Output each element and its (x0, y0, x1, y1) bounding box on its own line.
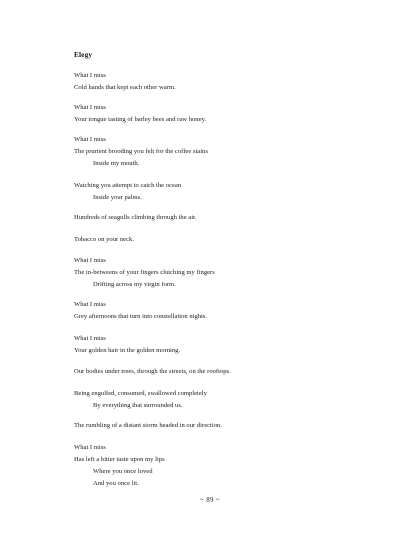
poem-line: Watching you attempt to catch the ocean (74, 182, 182, 189)
poem-line: What I miss (74, 257, 106, 264)
poem-line: What I miss (74, 335, 106, 342)
poem-line: The in-betweens of your fingers clutching my fingers (74, 269, 215, 276)
poem-line: Being engulfed, consumed, swallowed completely (74, 390, 207, 397)
poem-title: Elegy (74, 50, 93, 59)
poem-line: Your golden hair in the golden morning. (74, 347, 181, 354)
poem-line: The prurient brooding you felt for the coffee stains (74, 148, 208, 155)
poem-line: What I miss (74, 301, 106, 308)
poem-line: Grey afternoons that turn into constellation nights. (74, 313, 208, 320)
poem-line: What I miss (74, 444, 106, 451)
poem-line: Your tongue tasting of barley bees and raw honey. (74, 116, 207, 123)
poem-line: Tobacco on your neck. (74, 236, 134, 243)
page-number: ~ 89 ~ (200, 497, 220, 504)
poem-line: What I miss (74, 72, 106, 79)
poem-line: Hundreds of seagulls climbing through the air. (74, 214, 197, 221)
poem-line: What I miss (74, 136, 106, 143)
poem-line: The rumbling of a distant storm headed in our direction. (74, 422, 222, 429)
poem-line-indented: Where you once loved (93, 468, 153, 475)
poem-line: Has left a bitter taste upon my lips (74, 456, 165, 463)
poem-line-indented: By everything that surrounded us. (93, 402, 183, 409)
poem-line: What I miss (74, 104, 106, 111)
poem-line-indented: Inside your palms. (93, 194, 142, 201)
poem-line: Our bodies under trees, through the streets, on the rooftops. (74, 368, 231, 375)
poem-line: Cold hands that kept each other warm. (74, 84, 176, 91)
poem-line-indented: And you once lit. (93, 480, 139, 487)
poem-line-indented: Drifting across my virgin form. (93, 281, 176, 288)
poem-line-indented: Inside my mouth. (93, 160, 140, 167)
